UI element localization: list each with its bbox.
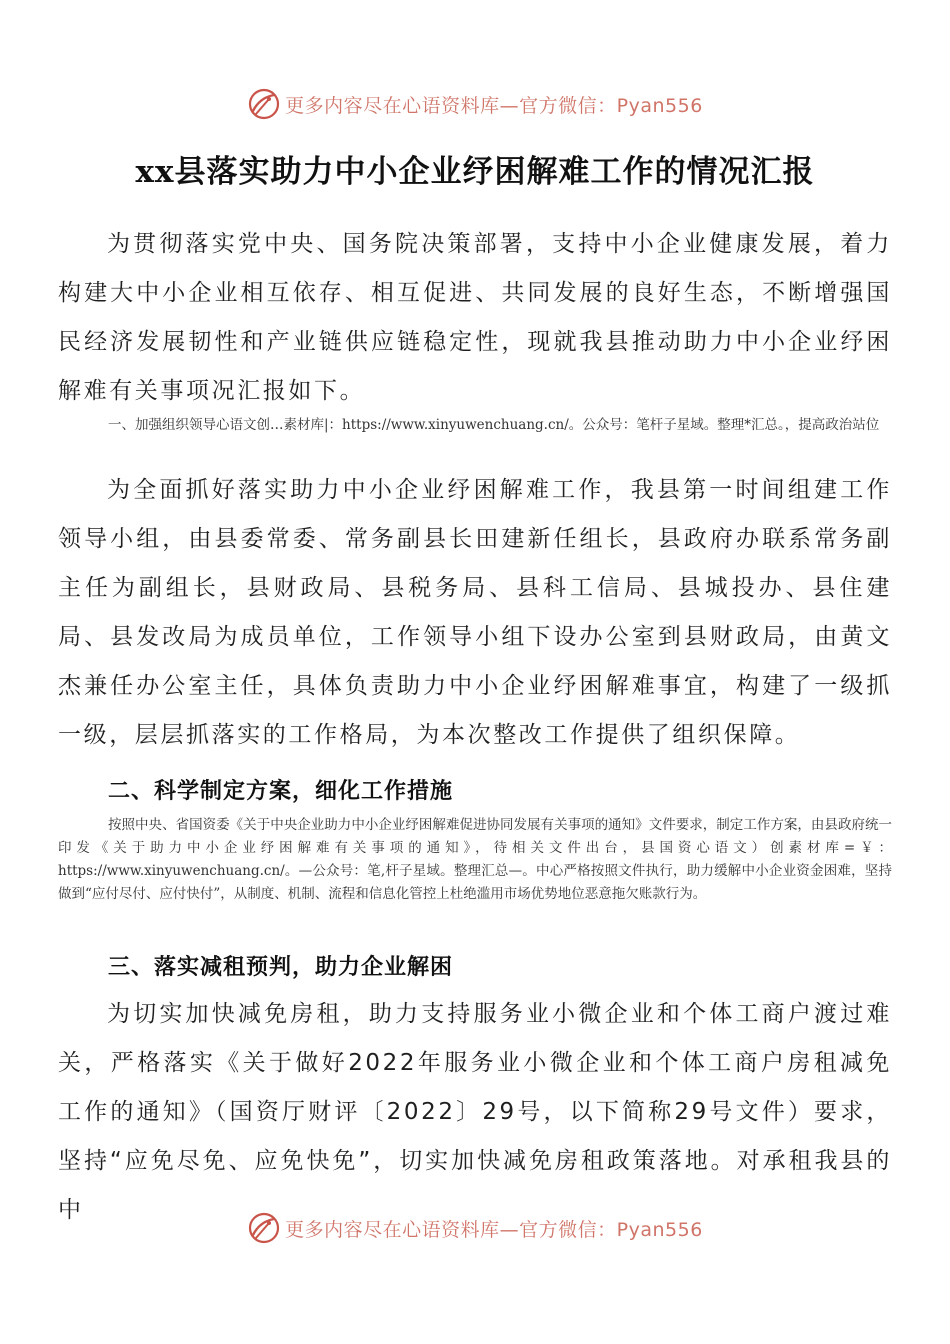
section3-paragraph: 为切实加快减免房租，助力支持服务业小微企业和个体工商户渡过难关，严格落实《关于做好2022年服务业小微企业和个体工商户房租减免工作的通知》（国资厅财评〔2022〕29号，以下简称29号文件）要求，坚持“应免尽免、应免快免”，切实加快减免房租政策落地。对承租我县的中 (58, 1001, 892, 1223)
pen-logo-icon (247, 1211, 281, 1245)
watermark-text: 更多内容尽在心语资料库—官方微信：Pyan556 (285, 1218, 703, 1241)
section3-heading: 三、落实减租预判，助力企业解困 (108, 955, 454, 980)
section1-heading-line: 一、加强组织领导心语文创…素材库|：https://www.xinyuwenchuang.cn/。公众号：笔杆子星域。整理*汇总。，提高政治站位 (108, 417, 880, 433)
header-watermark-banner (0, 84, 950, 124)
pen-logo-icon (247, 87, 281, 121)
section2-heading: 二、科学制定方案，细化工作措施 (108, 779, 454, 804)
footer-watermark-banner (0, 1208, 950, 1248)
document-title: xx县落实助力中小企业纾困解难工作的情况汇报 (135, 154, 815, 190)
section2-paragraph: 按照中央、省国资委《关于中央企业助力中小企业纾困解难促进协同发展有关事项的通知》文件要求，制定工作方案，由县政府统一印发《关于助力中小企业纾困解难有关事项的通知》，待相关文件出台，县国资心语文）创素材库=￥：https://www.xinyuwenchuang.cn/。—公众号：笔,杆子星域。整理汇总—。中心严格按照文件执行，助力缓解中小企业资金困难，坚持做到“应付尽付、应付快付”，从制度、机制、流程和信息化管控上杜绝滥用市场优势地位恶意拖欠账款行为。 (58, 817, 892, 902)
intro-paragraph: 为贯彻落实党中央、国务院决策部署，支持中小企业健康发展，着力构建大中小企业相互依存、相互促进、共同发展的良好生态，不断增强国民经济发展韧性和产业链供应链稳定性，现就我县推动助力中小企业纾困解难有关事项况汇报如下。 (58, 231, 892, 404)
watermark-text: 更多内容尽在心语资料库—官方微信：Pyan556 (285, 94, 703, 117)
section1-paragraph: 为全面抓好落实助力中小企业纾困解难工作，我县第一时间组建工作领导小组，由县委常委、常务副县长田建新任组长，县政府办联系常务副主任为副组长，县财政局、县税务局、县科工信局、县城投办、县住建局、县发改局为成员单位，工作领导小组下设办公室到县财政局，由黄文杰兼任办公室主任，具体负责助力中小企业纾困解难事宜，构建了一级抓一级，层层抓落实的工作格局，为本次整改工作提供了组织保障。 (58, 477, 892, 748)
